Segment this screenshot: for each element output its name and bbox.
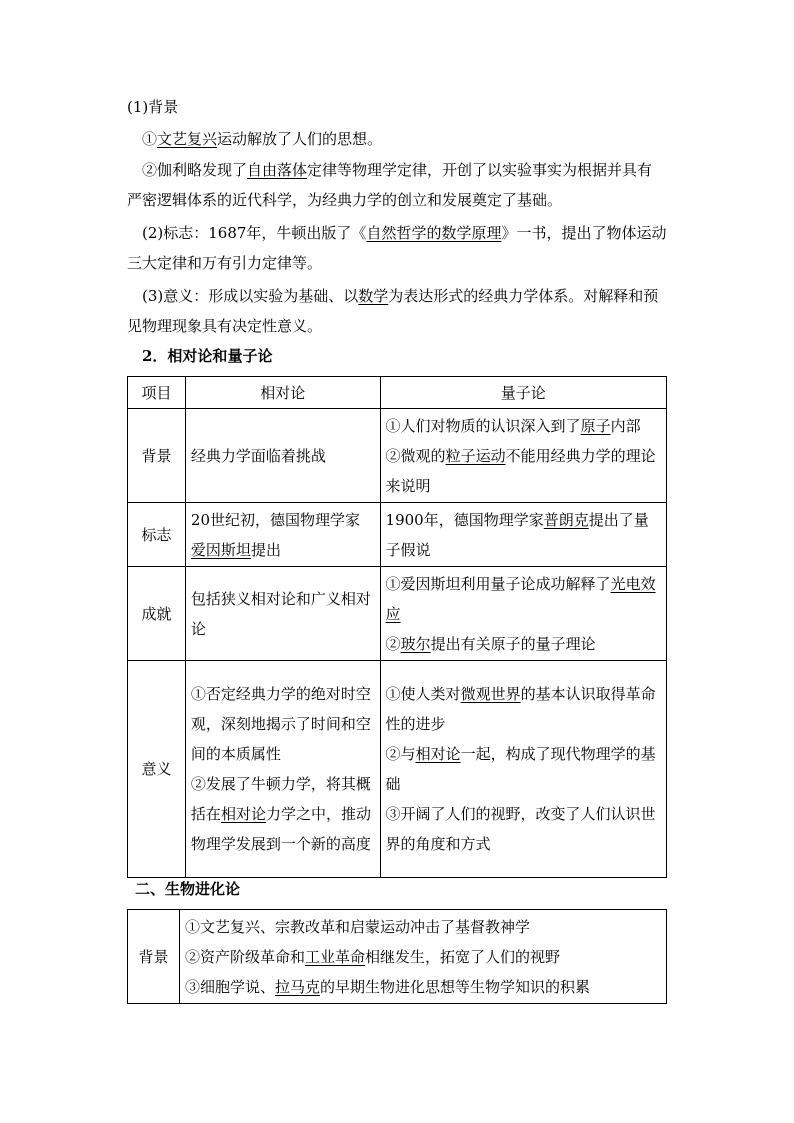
quantum-mark: 1900年，德国物理学家普朗克提出了量子假说 xyxy=(380,503,666,567)
relativity-background: 经典力学面临着挑战 xyxy=(185,409,380,503)
paragraph-meaning: (3)意义：形成以实验为基础、以数学为表达形式的经典力学体系。对解释和预见物理现象具有决定性意义。 xyxy=(127,287,659,335)
paragraph-renaissance: ①文艺复兴运动解放了人们的思想。 xyxy=(142,130,383,148)
relativity-significance: ①否定经典力学的绝对时空观，深刻地揭示了时间和空间的本质属性 ②发展了牛顿力学，将其概括在相对论力学之中，推动物理学发展到一个新的高度 xyxy=(185,661,380,878)
row-label-significance: 意义 xyxy=(128,661,186,878)
row-label-background: 背景 xyxy=(128,409,186,503)
row-label-evolution-background: 背景 xyxy=(128,910,180,1004)
header-item: 项目 xyxy=(128,377,186,409)
table-row-background xyxy=(128,409,667,503)
quantum-achievement: ①爱因斯坦利用量子论成功解释了光电效应 ②玻尔提出有关原子的量子理论 xyxy=(380,567,666,661)
row-label-mark: 标志 xyxy=(128,503,186,567)
quantum-significance: ①使人类对微观世界的基本认识取得革命性的进步 ②与相对论一起，构成了现代物理学的基础 ③开阔了人们的视野，改变了人们认识世界的角度和方式 xyxy=(380,661,666,878)
relativity-quantum-table xyxy=(127,376,667,878)
header-relativity: 相对论 xyxy=(185,377,380,409)
evolution-background-content: ①文艺复兴、宗教改革和启蒙运动冲击了基督教神学 ②资产阶级革命和工业革命相继发生，拓宽了人们的视野 ③细胞学说、拉马克的早期生物进化思想等生物学知识的积累 xyxy=(179,910,666,1004)
paragraph-mark: (2)标志：1687年，牛顿出版了《自然哲学的数学原理》一书，提出了物体运动三大定律和万有引力定律等。 xyxy=(127,224,667,272)
table-row-significance xyxy=(128,661,667,878)
header-quantum: 量子论 xyxy=(380,377,666,409)
paragraph-galileo: ②伽利略发现了自由落体定律等物理学定律，开创了以实验事实为根据并具有严密逻辑体系的近代科学，为经典力学的创立和发展奠定了基础。 xyxy=(127,161,653,209)
relativity-mark: 20世纪初，德国物理学家爱因斯坦提出 xyxy=(185,503,380,567)
table-row-achievement xyxy=(128,567,667,661)
heading-relativity-quantum: 2．相对论和量子论 xyxy=(142,347,273,365)
row-label-achievement: 成就 xyxy=(128,567,186,661)
relativity-achievement: 包括狭义相对论和广义相对论 xyxy=(185,567,380,661)
quantum-background: ①人们对物质的认识深入到了原子内部 ②微观的粒子运动不能用经典力学的理论来说明 xyxy=(380,409,666,503)
table-row-evolution-background xyxy=(128,910,667,1004)
table-header-row xyxy=(128,377,667,409)
heading-evolution: 二、生物进化论 xyxy=(135,880,241,898)
table-row-mark xyxy=(128,503,667,567)
heading-background: (1)背景 xyxy=(127,98,179,116)
evolution-table xyxy=(127,909,667,1004)
